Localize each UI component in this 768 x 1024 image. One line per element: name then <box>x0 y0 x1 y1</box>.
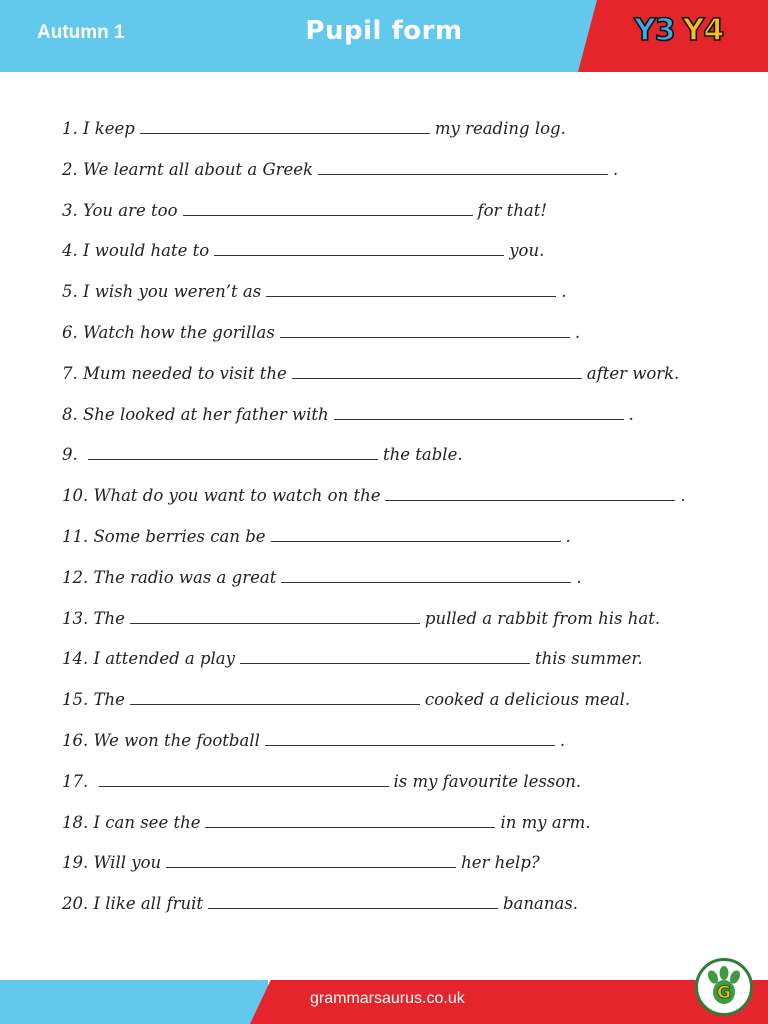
answer-blank[interactable] <box>214 239 504 256</box>
question-text-before: Mum needed to visit the <box>83 363 287 383</box>
answer-blank[interactable] <box>166 851 456 868</box>
question-text-after: bananas. <box>503 894 579 914</box>
question-item <box>62 117 722 158</box>
question-number: 16. <box>62 730 89 750</box>
question-number: 6. <box>62 322 78 342</box>
question-number: 7. <box>62 363 78 383</box>
question-item <box>62 811 722 852</box>
question-text-after: . <box>561 282 567 302</box>
answer-blank[interactable] <box>385 484 675 501</box>
footer-banner <box>0 980 768 1024</box>
question-item <box>62 566 722 607</box>
answer-blank[interactable] <box>205 811 495 828</box>
question-text-before: The <box>93 608 125 628</box>
question-item <box>62 484 722 525</box>
question-text-before: I keep <box>83 119 135 138</box>
question-item <box>62 403 722 444</box>
question-text-after: . <box>574 322 581 342</box>
website-link[interactable]: grammarsaurus.co.uk <box>310 990 465 1007</box>
question-text-after: her help? <box>461 853 540 873</box>
question-text-after: for that! <box>477 200 548 220</box>
question-item <box>62 770 722 811</box>
answer-blank[interactable] <box>99 770 389 787</box>
question-number: 9. <box>62 445 78 465</box>
question-number: 19. <box>62 853 89 873</box>
question-text-before: She looked at her father with <box>83 404 329 424</box>
grammarsaurus-logo-icon <box>695 958 753 1016</box>
question-item <box>62 321 722 362</box>
year-4-badge: Y4 <box>682 13 724 48</box>
answer-blank[interactable] <box>292 362 582 379</box>
question-number: 18. <box>62 812 89 832</box>
question-number: 3. <box>62 200 78 220</box>
svg-text:G: G <box>717 983 731 1003</box>
question-text-before: I would hate to <box>83 241 210 261</box>
question-text-before: Will you <box>93 853 162 873</box>
answer-blank[interactable] <box>140 117 430 134</box>
question-item <box>62 892 722 933</box>
question-number: 2. <box>62 159 78 179</box>
question-text-before: I wish you weren’t as <box>83 282 262 302</box>
answer-blank[interactable] <box>240 647 530 664</box>
question-text-after: is my favourite lesson. <box>393 771 582 791</box>
question-item <box>62 362 722 403</box>
question-item <box>62 199 722 240</box>
answer-blank[interactable] <box>265 729 555 746</box>
question-text-after: after work. <box>586 363 680 383</box>
answer-blank[interactable] <box>266 280 556 297</box>
question-text-after: in my arm. <box>500 812 591 832</box>
year-3-badge: Y3 <box>634 13 675 48</box>
answer-blank[interactable] <box>208 892 498 909</box>
page-title: Pupil form <box>305 16 463 46</box>
answer-blank[interactable] <box>183 199 473 216</box>
question-number: 17. <box>62 771 89 791</box>
question-number: 1. <box>62 119 78 138</box>
answer-blank[interactable] <box>271 525 561 542</box>
question-text-before: What do you want to watch on the <box>93 486 381 506</box>
question-item <box>62 647 722 688</box>
question-number: 11. <box>62 526 89 546</box>
question-text-before: Some berries can be <box>93 526 266 546</box>
question-item <box>62 239 722 280</box>
question-text-before: The radio was a great <box>93 567 277 587</box>
year-groups <box>634 13 724 48</box>
answer-blank[interactable] <box>130 688 420 705</box>
question-text-after: . <box>680 486 686 506</box>
question-number: 15. <box>62 690 89 710</box>
question-text-after: this summer. <box>534 649 643 669</box>
question-item <box>62 158 722 199</box>
question-number: 8. <box>62 404 78 424</box>
question-text-before: We won the football <box>93 730 260 750</box>
question-text-after: . <box>565 526 571 546</box>
answer-blank[interactable] <box>130 607 420 624</box>
question-number: 20. <box>62 894 89 914</box>
question-item <box>62 443 722 484</box>
question-item <box>62 688 722 729</box>
question-text-after: . <box>559 730 566 750</box>
dinosaur-footprint-icon <box>701 964 747 1010</box>
answer-blank[interactable] <box>280 321 570 338</box>
answer-blank[interactable] <box>88 443 378 460</box>
question-text-after: pulled a rabbit from his hat. <box>424 608 661 628</box>
question-text-after: the table. <box>383 445 463 465</box>
question-text-before: We learnt all about a Greek <box>83 159 314 179</box>
term-label: Autumn 1 <box>37 22 125 43</box>
question-text-after: . <box>628 404 634 424</box>
question-text-before: Watch how the gorillas <box>83 322 275 342</box>
question-item <box>62 607 722 648</box>
question-text-after: . <box>613 159 619 179</box>
question-text-after: cooked a delicious meal. <box>424 690 631 710</box>
question-item <box>62 851 722 892</box>
question-number: 5. <box>62 282 78 302</box>
question-number: 14. <box>62 649 89 669</box>
question-list <box>62 117 722 933</box>
question-text-before: I attended a play <box>93 649 235 669</box>
header-banner <box>0 0 768 72</box>
answer-blank[interactable] <box>318 158 608 175</box>
answer-blank[interactable] <box>334 403 624 420</box>
question-number: 13. <box>62 608 89 628</box>
question-number: 12. <box>62 567 89 587</box>
question-item <box>62 525 722 566</box>
question-text-before: You are too <box>83 200 178 220</box>
question-number: 10. <box>62 486 89 506</box>
question-text-before: I like all fruit <box>93 894 203 914</box>
question-item <box>62 729 722 770</box>
answer-blank[interactable] <box>281 566 571 583</box>
question-text-after: . <box>576 567 582 587</box>
question-text-after: you. <box>509 241 545 261</box>
footer-blue-band <box>0 980 268 1024</box>
question-number: 4. <box>62 241 78 261</box>
question-item <box>62 280 722 321</box>
question-text-after: my reading log. <box>434 119 566 138</box>
question-text-before: I can see the <box>93 812 201 832</box>
question-text-before: The <box>93 690 125 710</box>
